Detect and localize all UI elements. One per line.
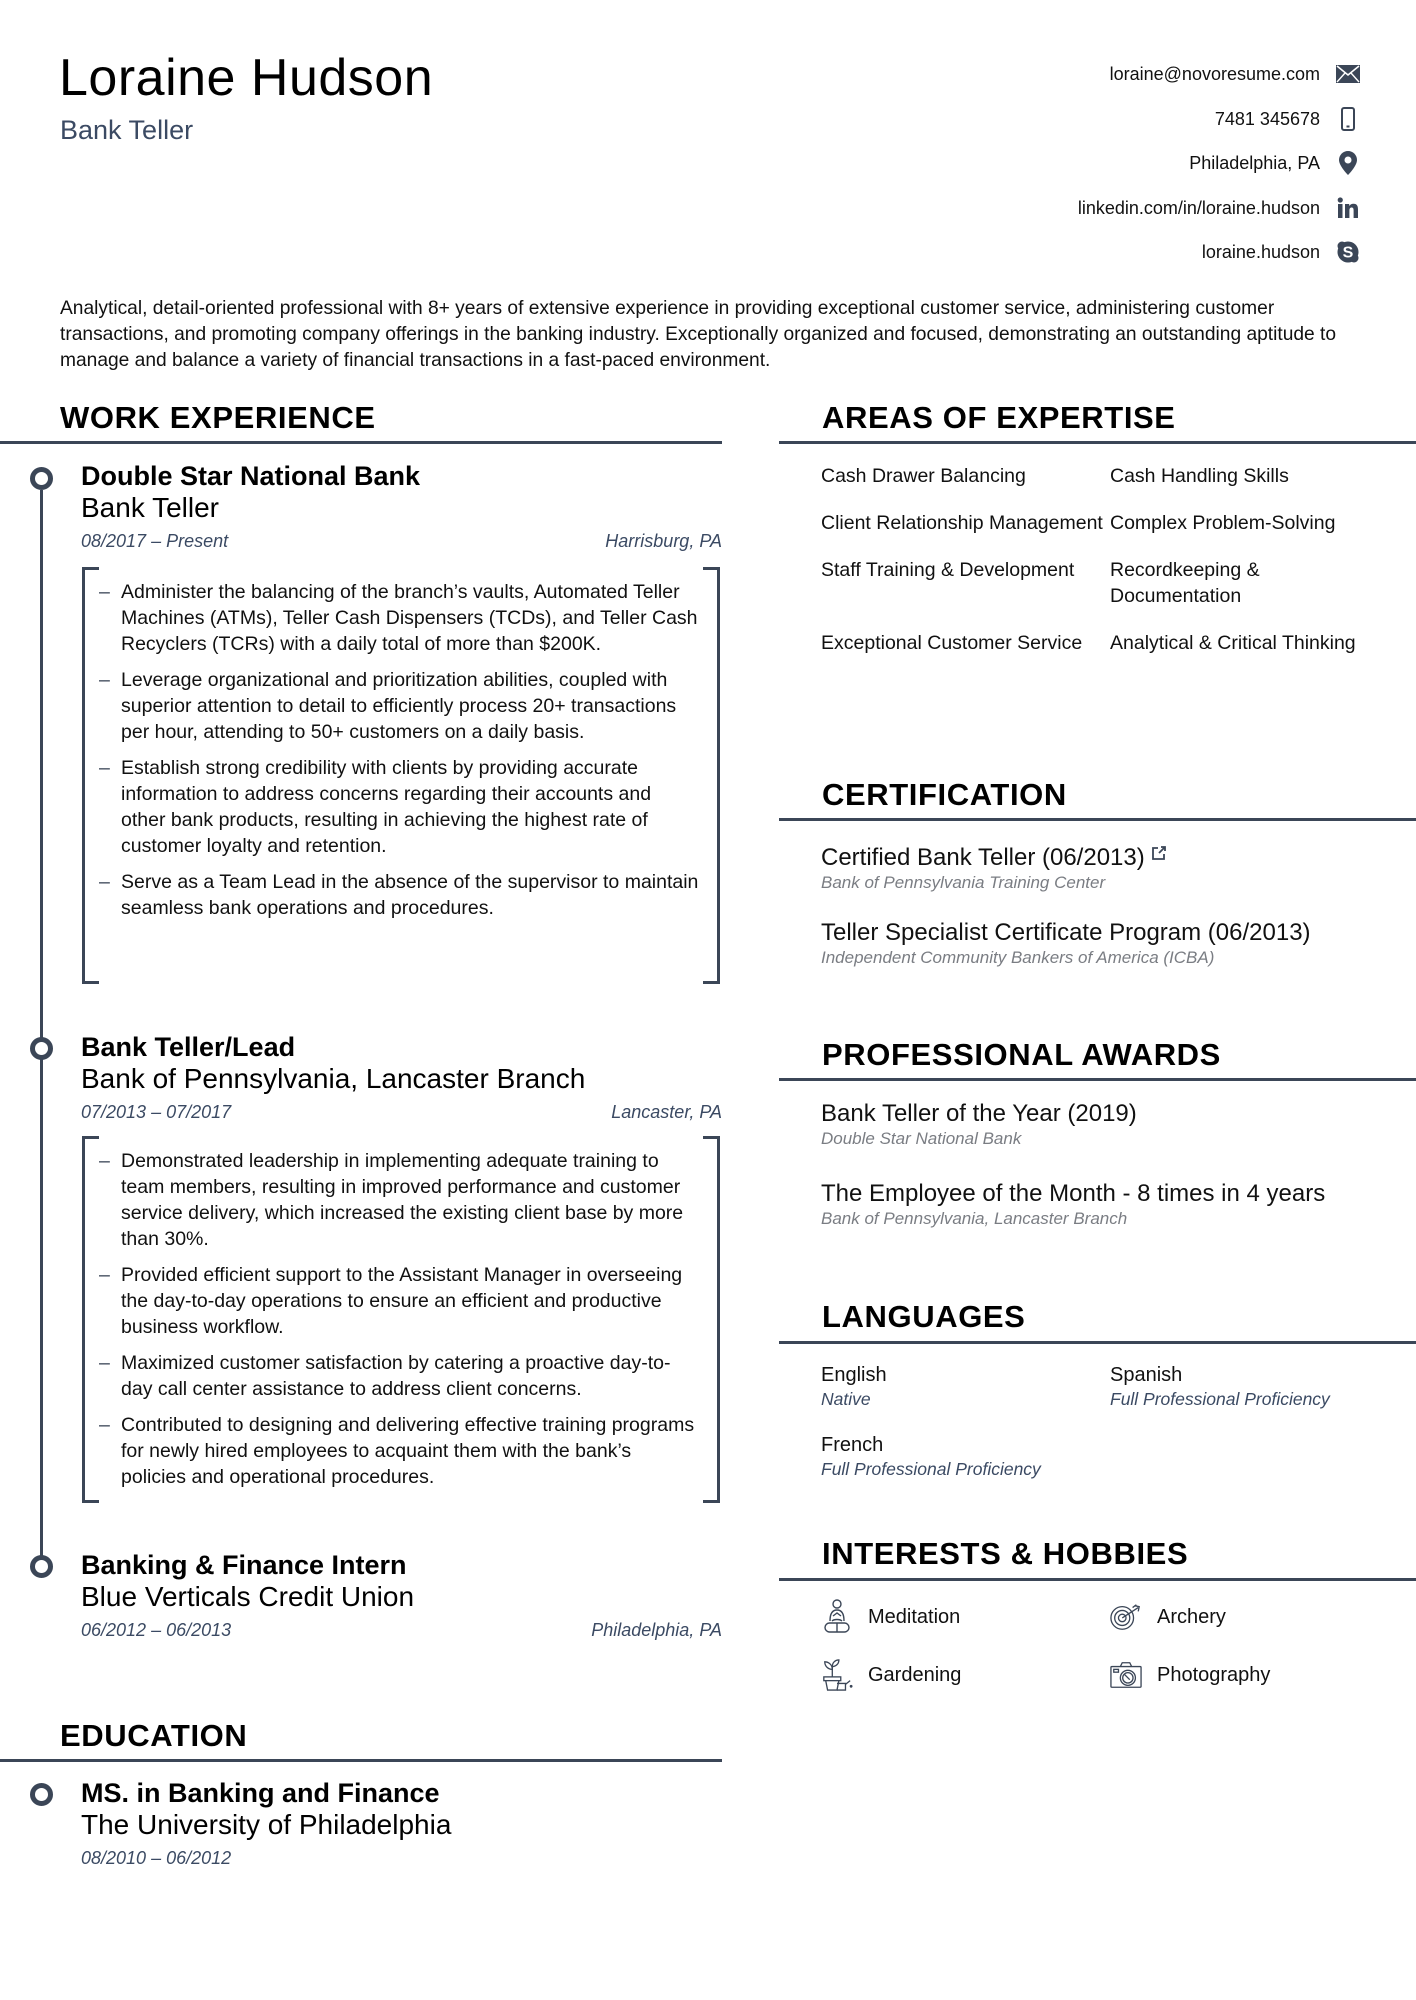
award-item: [821, 1100, 1381, 1150]
education-school: The University of Philadelphia: [81, 1809, 452, 1840]
bullet-text: Administer the balancing of the branch’s vaults, Automated Teller Machines (ATMs), Teller Cash Dispensers (TCDs), and Teller Cash Recyclers (TCRs) with a daily total of more than $200K.: [121, 581, 698, 655]
expertise-item: Complex Problem-Solving: [1110, 512, 1336, 534]
section-title-education: EDUCATION: [60, 1718, 248, 1753]
languages-grid: [821, 1363, 1381, 1480]
timeline-node: [30, 467, 53, 490]
education-meta: [81, 1847, 722, 1869]
skype-icon: [1336, 240, 1360, 264]
bullet-text: Contributed to designing and delivering effective training programs for newly hired employees to acquaint them with the bank’s policies and operational procedures.: [121, 1414, 695, 1488]
gardening-plant-icon: [821, 1657, 853, 1693]
expertise-item: Staff Training & Development: [821, 559, 1075, 581]
location-pin-icon: [1336, 151, 1360, 175]
job-bullets: [82, 1136, 720, 1503]
job-company: Bank Teller/Lead: [81, 1032, 296, 1062]
language-level: Full Professional Proficiency: [821, 1459, 1041, 1479]
contact-email[interactable]: [840, 52, 1360, 97]
language-level: Full Professional Proficiency: [1110, 1389, 1330, 1409]
bullet-item: [99, 1148, 699, 1252]
award-name: The Employee of the Month - 8 times in 4 years: [821, 1180, 1326, 1207]
timeline-line: [40, 490, 43, 1560]
hobby-item: [1110, 1588, 1381, 1646]
section-rule-expertise: [779, 441, 1416, 444]
bullet-text: Establish strong credibility with clients by providing accurate information to address concerns regarding their accounts and other bank products, resulting in achieving the highest rate of customer loyalty and retention.: [121, 757, 652, 857]
archery-target-icon: [1110, 1599, 1142, 1635]
job-role: Blue Verticals Credit Union: [81, 1581, 415, 1612]
camera-icon: [1110, 1657, 1142, 1693]
certification-org: Bank of Pennsylvania Training Center: [821, 873, 1106, 892]
contact-location-text: Philadelphia, PA: [1189, 153, 1320, 174]
contact-linkedin[interactable]: [840, 186, 1360, 231]
dash-icon: –: [99, 1414, 110, 1436]
external-link-icon[interactable]: [1151, 840, 1167, 868]
certification-org: Independent Community Bankers of America (ICBA): [821, 948, 1215, 967]
contact-phone[interactable]: [840, 97, 1360, 142]
meditation-icon: [821, 1599, 853, 1635]
expertise-item: Analytical & Critical Thinking: [1110, 632, 1356, 654]
job-location: Philadelphia, PA: [591, 1620, 722, 1640]
job-meta: [81, 530, 722, 552]
section-rule-languages: [779, 1341, 1416, 1344]
dash-icon: –: [99, 1264, 110, 1286]
language-name: French: [821, 1434, 884, 1456]
timeline-node: [30, 1037, 53, 1060]
hobby-item: [821, 1588, 1110, 1646]
linkedin-icon: [1336, 196, 1360, 220]
job-role: Bank Teller: [81, 492, 220, 523]
language-level: Native: [821, 1389, 871, 1409]
bullet-item: [99, 1412, 699, 1490]
job-dates: 07/2013 – 07/2017: [81, 1102, 232, 1122]
language-item: [821, 1433, 1110, 1480]
bullet-item: [99, 579, 699, 657]
expertise-item: Client Relationship Management: [821, 512, 1103, 534]
hobby-label: Gardening: [868, 1663, 962, 1686]
hobby-item: [1110, 1646, 1381, 1704]
expertise-item: Cash Handling Skills: [1110, 465, 1289, 487]
job-meta: [81, 1101, 722, 1123]
section-title-awards: PROFESSIONAL AWARDS: [822, 1037, 1221, 1072]
award-name: Bank Teller of the Year (2019): [821, 1100, 1137, 1127]
certification-name: Teller Specialist Certificate Program (06/2013): [821, 919, 1311, 946]
contact-list: [840, 52, 1360, 275]
job-meta: [81, 1619, 722, 1641]
job-location: Lancaster, PA: [611, 1102, 722, 1122]
bullet-item: [99, 1350, 699, 1402]
section-rule-awards: [779, 1078, 1416, 1081]
hobby-label: Photography: [1157, 1663, 1271, 1686]
section-rule-certification: [779, 818, 1416, 821]
contact-linkedin-text[interactable]: linkedin.com/in/loraine.hudson: [1077, 197, 1320, 218]
bullet-text: Maximized customer satisfaction by catering a proactive day-to-day call center assistance to address client concerns.: [121, 1352, 671, 1400]
bullet-item: [99, 755, 699, 859]
contact-skype-text[interactable]: loraine.hudson: [1201, 242, 1320, 263]
hobby-label: Meditation: [868, 1605, 961, 1628]
expertise-item: Exceptional Customer Service: [821, 632, 1083, 654]
section-rule-work-experience: [0, 441, 722, 444]
job-location: Harrisburg, PA: [605, 531, 722, 551]
certification-name-row: [821, 840, 1381, 872]
dash-icon: –: [99, 1150, 110, 1172]
candidate-name: Loraine Hudson: [59, 49, 434, 107]
job-company: Double Star National Bank: [81, 461, 421, 491]
section-title-expertise: AREAS OF EXPERTISE: [822, 400, 1176, 435]
bullet-item: [99, 869, 699, 921]
expertise-item: Cash Drawer Balancing: [821, 465, 1026, 487]
bullet-text: Serve as a Team Lead in the absence of the supervisor to maintain seamless bank operations and procedures.: [121, 871, 699, 919]
expertise-item: Recordkeeping & Documentation: [1110, 559, 1260, 607]
dash-icon: –: [99, 871, 110, 893]
contact-email-text[interactable]: loraine@novoresume.com: [1109, 64, 1320, 85]
education-degree: MS. in Banking and Finance: [81, 1778, 440, 1808]
contact-skype[interactable]: [840, 230, 1360, 275]
professional-summary: Analytical, detail-oriented professional with 8+ years of extensive experience in providing exceptional customer service, administering customer transactions, and promoting company offerings in the banking industry. Exceptionally organized and focused, demonstrating an outstanding aptitude to manage and balance a variety of financial transactions in a fast-paced environment.: [60, 298, 1337, 371]
svg-text:S: S: [1342, 244, 1354, 262]
section-title-certification: CERTIFICATION: [822, 777, 1067, 812]
dash-icon: –: [99, 581, 110, 603]
job-entry: [81, 460, 722, 552]
section-title-work-experience: WORK EXPERIENCE: [60, 400, 376, 435]
award-org: Double Star National Bank: [821, 1129, 1022, 1148]
phone-icon: [1336, 107, 1360, 131]
dash-icon: –: [99, 669, 110, 691]
bullet-item: [99, 667, 699, 745]
education-entry: [81, 1777, 722, 1869]
award-item: [821, 1180, 1381, 1230]
hobby-label: Archery: [1157, 1605, 1226, 1628]
job-dates: 06/2012 – 06/2013: [81, 1620, 232, 1640]
candidate-title: Bank Teller: [60, 115, 194, 145]
timeline-node: [30, 1783, 53, 1806]
education-dates: 08/2010 – 06/2012: [81, 1848, 232, 1868]
certification-name: Certified Bank Teller (06/2013): [821, 844, 1145, 871]
language-name: Spanish: [1110, 1364, 1183, 1386]
section-title-hobbies: INTERESTS & HOBBIES: [822, 1536, 1189, 1571]
job-bullets: [82, 567, 720, 984]
contact-location: [840, 141, 1360, 186]
job-dates: 08/2017 – Present: [81, 531, 229, 551]
dash-icon: –: [99, 1352, 110, 1374]
job-role: Bank of Pennsylvania, Lancaster Branch: [81, 1063, 586, 1094]
job-company: Banking & Finance Intern: [81, 1550, 407, 1580]
contact-phone-text[interactable]: 7481 345678: [1214, 108, 1320, 129]
hobby-item: [821, 1646, 1110, 1704]
language-item: [821, 1363, 1110, 1410]
bullet-text: Provided efficient support to the Assistant Manager in overseeing the day-to-day operations to ensure an efficient and productive business workflow.: [121, 1264, 683, 1338]
bullet-text: Leverage organizational and prioritization abilities, coupled with superior attention to detail to efficiently process 20+ transactions per hour, attending to 50+ customers on a daily basis.: [121, 669, 677, 743]
award-org: Bank of Pennsylvania, Lancaster Branch: [821, 1209, 1128, 1228]
job-entry: [81, 1549, 722, 1641]
language-name: English: [821, 1364, 887, 1386]
job-entry: [81, 1031, 722, 1123]
section-title-languages: LANGUAGES: [822, 1299, 1026, 1334]
bullet-item: [99, 1262, 699, 1340]
certification-item: [821, 840, 1381, 894]
timeline-node: [30, 1555, 53, 1578]
envelope-icon: [1336, 62, 1360, 86]
bullet-text: Demonstrated leadership in implementing adequate training to team members, resulting in improved performance and customer service delivery, which increased the existing client base by more than 30%.: [121, 1150, 684, 1250]
hobbies-grid: [821, 1588, 1381, 1704]
certification-item: [821, 919, 1381, 969]
language-item: [1110, 1363, 1381, 1410]
dash-icon: –: [99, 757, 110, 779]
expertise-grid: [821, 463, 1381, 656]
section-rule-hobbies: [779, 1578, 1416, 1581]
section-rule-education: [0, 1759, 722, 1762]
